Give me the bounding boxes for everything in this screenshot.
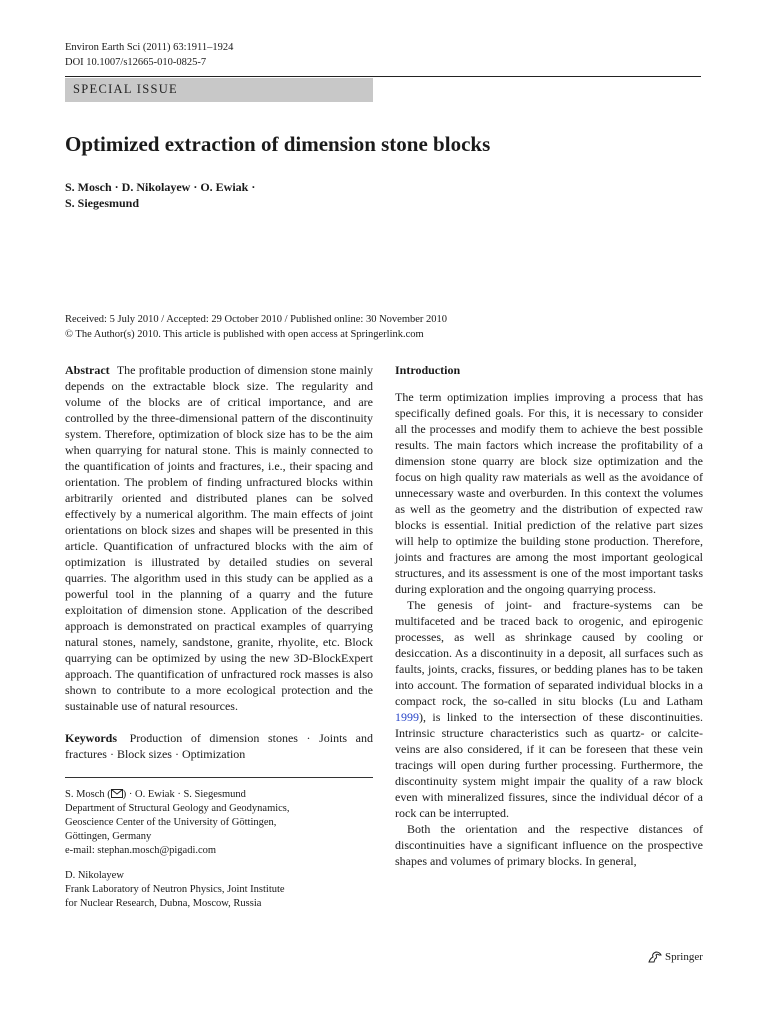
introduction-paragraph-1: The term optimization implies improving a process that has specifically defined goals. For this, it is necessary to consider all the processes and modify them to achieve the best possible results. The main factors which increase the profitability of a dimension stone quarry are block size optimization and the focus on high quality raw materials as well as the avoidance of unnecessary waste and overburden. In this context the volumes as well as the geometry and the distribution of expected raw blocks is essential. Initial prediction of the relative part sizes will help to optimize the building stone production. Therefore, joints and fractures are among the most important geological structures, and its assessment is one of the most important tasks during exploration and the ongoing quarrying process. [395, 390, 703, 596]
keywords-label: Keywords [65, 731, 117, 745]
keywords-text: Production of dimension stones · Joints and fractures · Block sizes · Optimization [65, 731, 373, 761]
authors-line-1: S. Mosch · D. Nikolayew · O. Ewiak · [65, 180, 256, 194]
copyright-line: © The Author(s) 2010. This article is published with open access at Springerlink.com [65, 329, 424, 340]
affiliation-2-line-2: for Nuclear Research, Dubna, Moscow, Russia [65, 898, 262, 909]
special-issue-banner [65, 78, 373, 102]
abstract [65, 362, 373, 714]
affiliation-1-email[interactable]: e-mail: stephan.mosch@pigadi.com [65, 845, 217, 856]
authors-line-2: S. Siegesmund [65, 196, 140, 210]
article-dates [65, 312, 447, 342]
affiliation-1-authors [65, 788, 373, 802]
affiliation-2-line-1: Frank Laboratory of Neutron Physics, Joint Institute [65, 884, 285, 895]
affiliation-2 [65, 869, 373, 911]
publisher-name: Springer [665, 951, 703, 963]
introduction-heading: Introduction [395, 363, 461, 377]
doi-line[interactable]: DOI 10.1007/s12665-010-0825-7 [65, 57, 207, 68]
affiliation-1-city: Göttingen, Germany [65, 831, 152, 842]
springer-horse-icon [648, 951, 662, 963]
co-authors: ) · O. Ewiak · S. Siegesmund [122, 789, 246, 800]
introduction-paragraph-3: Both the orientation and the respective distances of discontinuities have a significant influence on the prospective shapes and volumes of primary blocks. In general, [395, 822, 703, 868]
affiliation-1 [65, 788, 373, 858]
envelope-icon[interactable] [111, 789, 123, 798]
affiliation-1-inst: Geoscience Center of the University of Göttingen, [65, 817, 277, 828]
abstract-label: Abstract [65, 363, 110, 377]
corresponding-author-name: S. Mosch ( [65, 789, 111, 800]
special-issue-label: SPECIAL ISSUE [73, 82, 178, 96]
introduction-paragraph-2 [395, 597, 703, 821]
affiliation-1-dept: Department of Structural Geology and Geodynamics, [65, 803, 290, 814]
author-list [65, 179, 255, 211]
history-line: Received: 5 July 2010 / Accepted: 29 October 2010 / Published online: 30 November 2010 [65, 314, 448, 325]
citation-link[interactable]: 1999 [395, 710, 419, 724]
affiliation-2-author: D. Nikolayew [65, 870, 124, 881]
abstract-text: The profitable production of dimension stone mainly depends on the extractable block size. The regularity and volume of the blocks are of critical importance, and are controlled by the three-dimensional pattern of the discontinuity system. Therefore, optimization of block size has to be the aim when quarrying for natural stone. This is mainly connected to the quantification of joints and fractures, i.e., their spacing and orientation. The problem of finding unfractured blocks within arbitrarily oriented and distributed planes can be solved effectively by a numerical algorithm. The main effects of joint orientations on block sizes and shapes will be presented in this article. Quantification of unfractured blocks with the aim of optimization is illustrated by detailed studies on several quarries. The algorithm used in this study can be applied as a powerful tool in the planning of a quarry and the future exploitation of dimension stone. Application of the described approach is demonstrated on practical examples of quarrying natural stones, namely, sandstone, granite, rhyolite, etc. Block quarrying can be optimized by using the new 3D-BlockExpert approach. The quantification of unfractured rock masses is also shown to contribute to a more ecological protection and the sustainable use of natural resources. [65, 363, 373, 713]
affiliation-rule [65, 777, 373, 778]
publisher-footer [648, 950, 703, 964]
journal-line: Environ Earth Sci (2011) 63:1911–1924 [65, 42, 234, 53]
paragraph-2-text-b: ), is linked to the intersection of these discontinuities. Intrinsic structure characteristics such as quartz- or calcite-veins are also considered, if it can be foreseen that these vein tracings will open during further processing. Furthermore, the discontinuity system might impair the quality of a raw block even with mineralized fissures, since the individual décor of a rock can be interrupted. [395, 710, 703, 820]
left-column [65, 362, 373, 911]
paragraph-2-text-a: The genesis of joint- and fracture-systems can be multifaceted and be traced back to orogenic, and epirogenic processes, as well as shrinkage caused by cooling or desiccation. As a discontinuity in a deposit, all surfaces such as faults, joints, cracks, fissures, or bedding planes has to be taken into account. The formation of separated individual blocks in a compact rock, the so-called in situ blocks (Lu and Latham [395, 598, 703, 708]
journal-citation [65, 40, 233, 70]
header-rule [65, 76, 701, 77]
right-column [395, 362, 703, 869]
keywords [65, 730, 373, 762]
article-title: Optimized extraction of dimension stone blocks [65, 132, 491, 156]
